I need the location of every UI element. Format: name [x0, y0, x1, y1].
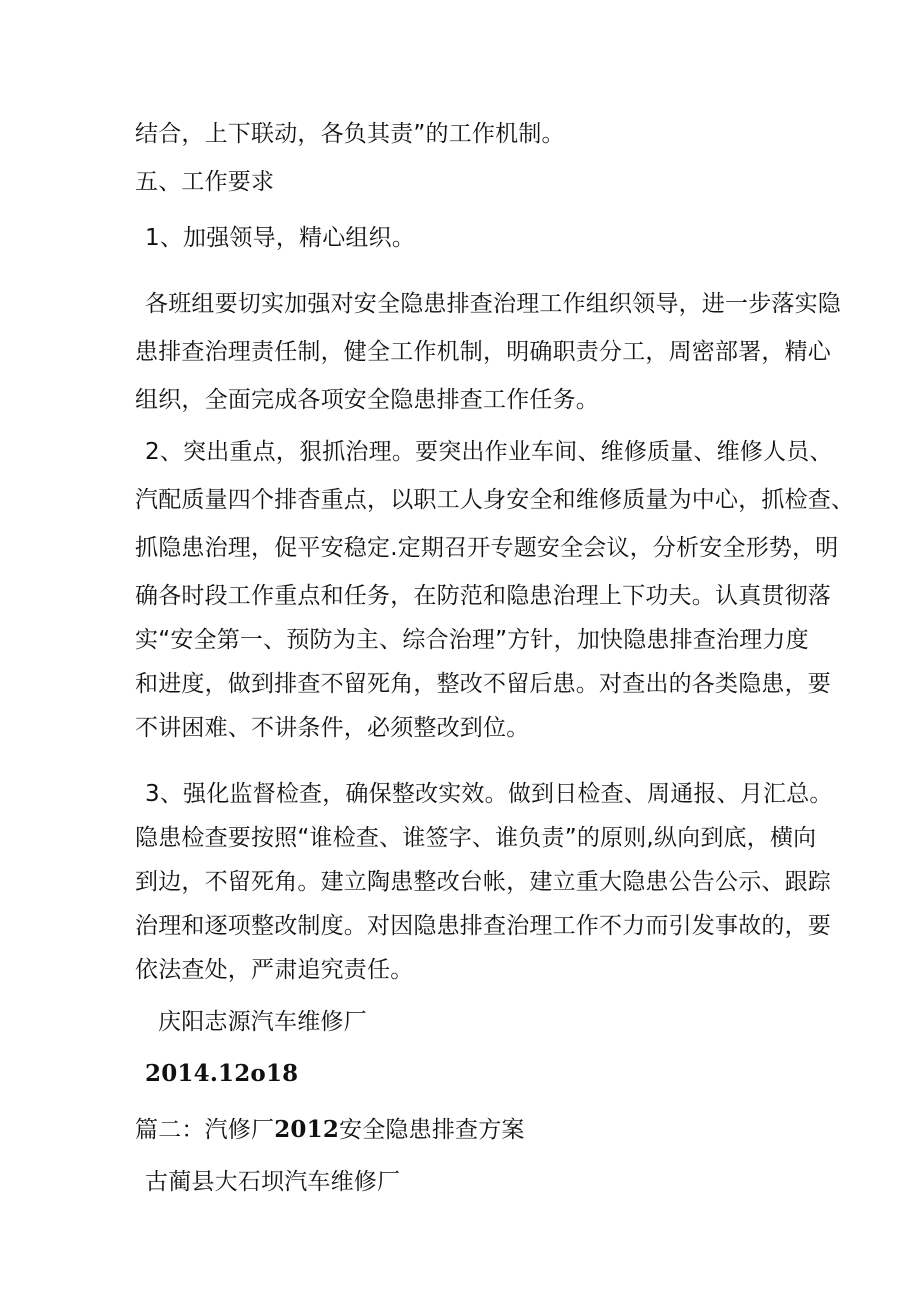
text-line: 汽配质量四个排杳重点，以职工人身安全和维修质量为中心，抓检查、	[135, 487, 855, 513]
text-line: 组织，全面完成各项安全隐患排查工作任务。	[135, 387, 599, 413]
text-line: 3、强化监督检查，确保整改实效。做到日检查、周通报、月汇总。	[145, 781, 833, 807]
text-line: 实“安全第一、预防为主、综合治理”方针，加快隐患排查治理力度	[135, 627, 809, 653]
text-line: 治理和逐项整改制度。对因隐患排查治理工作不力而引发事故的，要	[135, 913, 831, 939]
text-line: 结合，上下联动，各负其责”的工作机制。	[135, 121, 565, 147]
article-org: 古蔺县大石坝汽车维修厂	[145, 1169, 401, 1195]
text-line: 2、突出重点，狠抓治理。要突出作业车间、维修质量、维修人员、	[145, 439, 833, 465]
text-line: 到边，不留死角。建立陶患整改台帐，建立重大隐患公告公示、跟踪	[135, 869, 831, 895]
text-line: 抓隐患治理，促平安稳定.定期召开专题安全会议，分析安全形势，明	[135, 535, 839, 561]
section-heading: 五、工作要求	[135, 169, 275, 195]
article-title-prefix: 篇二：汽修厂	[135, 1117, 275, 1143]
article-title-year: 2012	[274, 1116, 340, 1143]
item-heading: 1、加强领导，精心组织。	[145, 225, 416, 251]
text-line: 不讲困难、不讲条件，必须整改到位。	[135, 715, 530, 741]
text-line: 各班组要切实加强对安全隐患排查治理工作组织领导，进一步落实隐	[145, 291, 841, 317]
article-title	[135, 1114, 525, 1146]
text-line: 和进度，做到排查不留死角，整改不留后患。对查出的各类隐患，要	[135, 671, 831, 697]
text-line: 依法查处，严肃追究责任。	[135, 957, 414, 983]
signature-date: 2014.12o18	[145, 1060, 299, 1087]
text-line: 隐患检查要按照“谁检查、谁签字、谁负责”的原则,纵向到底，横向	[135, 825, 817, 851]
text-line: 确各时段工作重点和任务，在防范和隐患治理上下功夫。认真贯彻落	[135, 583, 831, 609]
signature-org: 庆阳志源汽车维修厂	[158, 1009, 367, 1035]
text-line: 患排查治理责任制，健全工作机制，明确职责分工，周密部署，精心	[135, 339, 831, 365]
article-title-suffix: 安全隐患排查方案	[339, 1117, 525, 1143]
